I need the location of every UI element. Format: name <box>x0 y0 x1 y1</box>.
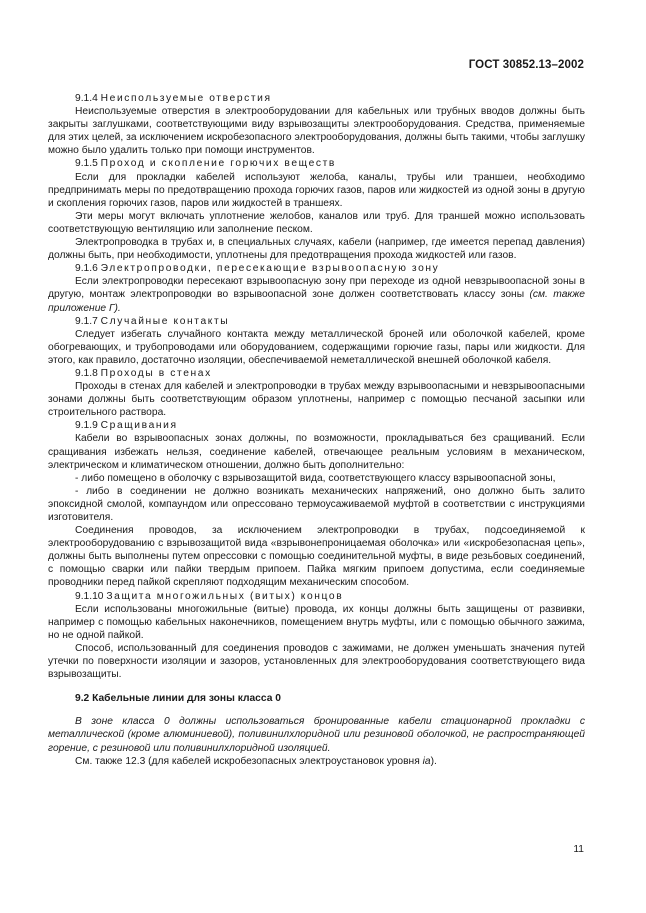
subsection-number: 9.1.9 <box>75 420 98 432</box>
paragraph: В зоне класса 0 должны использоваться бронированные кабели стационарной прокладки с металлической (кроме алюминиевой), поливинилхлоридной или резиновой оболочкой, не распространяющей горение, с резиновой или поливинилхлоридной изоляцией. <box>48 716 585 754</box>
subsection-heading-9-1-6 <box>48 262 585 275</box>
subsection-number: 9.1.10 <box>75 590 104 602</box>
subsection-number: 9.1.4 <box>75 93 98 104</box>
paragraph: Кабели во взрывоопасных зонах должны, по возможности, прокладываться без сращиваний. Если сращивания избежать нельзя, соединение кабелей, отвечающее реальным условиям в механическом, электрическом и климатическом отношении, должно быть дополнительно: <box>48 433 585 471</box>
subsection-title: Электропроводки, пересекающие взрывоопасную зону <box>100 263 440 275</box>
level-designation: ia <box>422 755 431 767</box>
paragraph-text: См. также 12.3 (для кабелей искробезопасных электроустановок уровня <box>75 755 423 767</box>
paragraph <box>48 755 585 768</box>
subsection-title: Неиспользуемые отверстия <box>100 93 272 104</box>
paragraph-text: ). <box>430 755 437 767</box>
cross-reference: (см. также приложение Г). <box>48 289 585 314</box>
paragraph <box>48 275 585 314</box>
subsection-heading-9-1-4 <box>48 92 585 105</box>
paragraph: Способ, использованный для соединения проводов с зажимами, не должен уменьшать значения путей утечки по поверхности изоляции и зазоров, установленных для электрооборудования соответствующего вида взрывозащиты. <box>48 642 585 681</box>
subsection-heading-9-1-8 <box>48 367 585 380</box>
subsection-number: 9.1.6 <box>75 263 98 275</box>
paragraph: Следует избегать случайного контакта между металлической броней или оболочкой кабелей, кроме обогревающих, и трубопроводами или оборудованием, содержащими горючие газы, пары или жидкости. Для этого, как правило, достаточно изоляции, обеспечиваемой неметаллической внешней оболочкой кабеля. <box>48 328 585 366</box>
subsection-number: 9.1.7 <box>75 315 98 327</box>
paragraph: Эти меры могут включать уплотнение желобов, каналов или труб. Для траншей можно использовать соответствующую вентиляцию или заполнение песком. <box>48 210 585 235</box>
subsection-title: Случайные контакты <box>100 315 230 327</box>
paragraph: Если для прокладки кабелей используют желоба, каналы, трубы или траншеи, необходимо предпринимать меры по предотвращению прохода горючих газов, паров или жидкостей из одной зоны в другую и скопления горючих газов, паров или жидкостей в траншеях. <box>48 171 585 209</box>
subsection-heading-9-1-7 <box>48 315 585 328</box>
subsection-number: 9.1.5 <box>75 158 98 170</box>
paragraph: Неиспользуемые отверстия в электрооборудовании для кабельных или трубных вводов должны быть закрыты заглушками, соответствующими виду взрывозащиты электрооборудования. Средства, применяемые для этих целей, за исключением искробезопасного электрооборудования, должны быть такими, чтобы заглушку можно было удалить только при помощи инструментов. <box>48 106 585 157</box>
page-number: 11 <box>573 844 584 855</box>
paragraph: Соединения проводов, за исключением электропроводки в трубах, подсоединяемой к электрооборудованию с взрывозащитой вида «взрывонепроницаемая оболочка» или «искробезопасная цепь», должны быть выполнены путем опрессовки с помощью соединительной муфты, в виде резьбовых соединений, с помощью сварки или пайки твердым припоем. Пайка мягким припоем допустима, если соединяемые проводники перед пайкой скрепляют подходящим механическим способом. <box>48 525 585 589</box>
page-body <box>48 92 585 768</box>
subsection-title: Защита многожильных (витых) концов <box>106 590 344 602</box>
subsection-title: Сращивания <box>100 420 178 432</box>
list-item: - либо помещено в оболочку с взрывозащитой вида, соответствующего классу взрывоопасной зоны, <box>75 472 556 484</box>
paragraph: Если использованы многожильные (витые) провода, их концы должны быть защищены от развивки, например с помощью кабельных наконечников, помещением внутрь муфты, или с помощью обычного зажима, но не одной пайкой. <box>48 603 585 641</box>
paragraph: Проходы в стенах для кабелей и электропроводки в трубах между взрывоопасными и невзрывоопасными зонами должны быть соответствующим образом уплотнены, например с помощью песчаной засыпки или строительного раствора. <box>48 381 585 419</box>
subsection-number: 9.1.8 <box>75 367 98 379</box>
paragraph: Электропроводка в трубах и, в специальных случаях, кабели (например, где имеется перепад давления) должны быть, при необходимости, уплотнены для предотвращения прохода жидкостей или газов. <box>48 237 585 262</box>
subsection-heading-9-1-10 <box>48 590 585 603</box>
subsection-title: Проходы в стенах <box>100 367 212 379</box>
list-item: - либо в соединении не должно возникать механических напряжений, оно должно быть залито эпоксидной смолой, компаундом или опрессовано термоусаживаемой муфтой в соответствии с инструкциями изготовителя. <box>48 485 585 523</box>
paragraph-text: Если электропроводки пересекают взрывоопасную зону при переходе из одной невзрывоопасной зоны в другую, монтаж электропроводки во взрывоопасной зоне должен соответствовать классу зоны <box>48 276 585 301</box>
subsection-title: Проход и скопление горючих веществ <box>100 158 336 170</box>
section-heading-9-2: 9.2 Кабельные линии для зоны класса 0 <box>75 693 281 705</box>
subsection-heading-9-1-9 <box>48 419 585 432</box>
document-code: ГОСТ 30852.13–2002 <box>468 59 584 71</box>
subsection-heading-9-1-5 <box>48 157 585 170</box>
